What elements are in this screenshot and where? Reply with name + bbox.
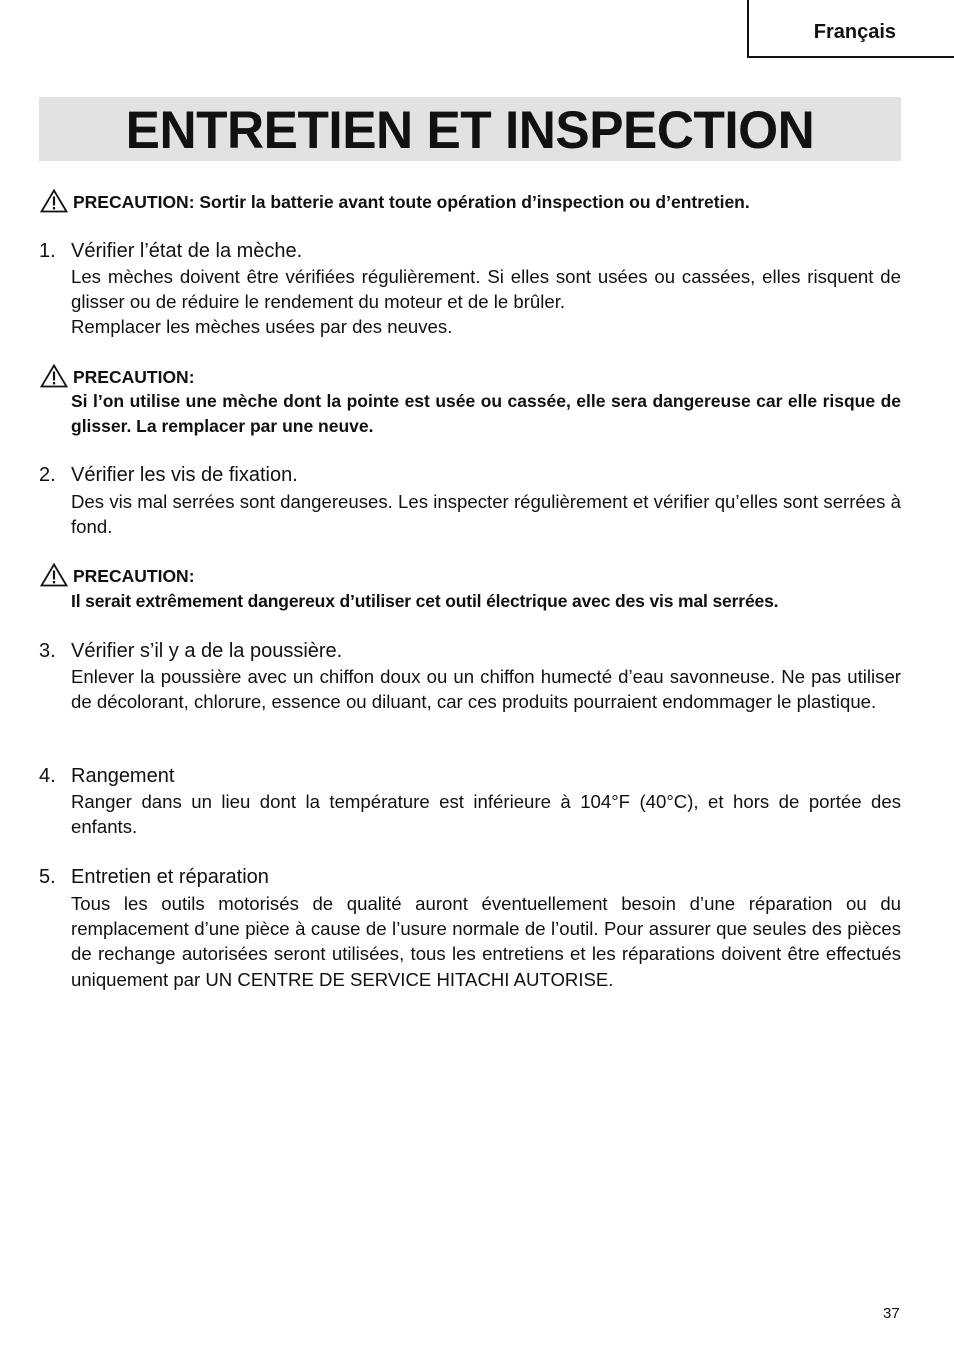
item-4-title-text: Rangement <box>71 765 175 787</box>
item-5-number: 5. <box>39 866 56 888</box>
item-1-title <box>39 240 302 263</box>
warning-top-text: PRECAUTION: Sortir la batterie avant toute opération d’inspection ou d’entretien. <box>73 192 750 212</box>
item-5-paragraph: Tous les outils motorisés de qualité auront éventuellement besoin d’une réparation ou du remplacement d’une pièce à cause de l’usure normale de l’outil. Pour assurer que seules des pièces de rechange autorisées seront utilisées, tous les entretiens et les réparations doivent être effectués uniquement par UN CENTRE DE SERVICE HITACHI AUTORISE. <box>71 893 901 990</box>
item-4-body <box>71 789 901 839</box>
item-1-number: 1. <box>39 240 56 262</box>
item-2-paragraph: Des vis mal serrées sont dangereuses. Les inspecter régulièrement et vérifier qu’elles sont serrées à fond. <box>71 491 901 538</box>
page-title: ENTRETIEN ET INSPECTION <box>125 101 815 160</box>
language-tab <box>747 0 954 58</box>
item-5-body <box>71 891 901 992</box>
item-2-title-text: Vérifier les vis de fixation. <box>71 464 298 486</box>
item-2-number: 2. <box>39 464 56 486</box>
page-number: 37 <box>883 1305 900 1322</box>
item-1-body <box>71 264 901 340</box>
warning-1-heading: PRECAUTION: <box>73 367 195 387</box>
warning-2-heading: PRECAUTION: <box>73 566 195 586</box>
item-4-title <box>39 765 174 788</box>
warning-triangle-icon <box>40 563 68 587</box>
warning-triangle-icon <box>40 189 68 213</box>
warning-triangle-icon <box>40 364 68 388</box>
item-3-body <box>71 664 901 714</box>
item-2-title <box>39 464 298 487</box>
item-3-title-text: Vérifier s’il y a de la poussière. <box>71 640 343 662</box>
item-1-paragraph: Remplacer les mèches usées par des neuves. <box>71 316 453 338</box>
item-3-title <box>39 640 342 663</box>
title-bar <box>39 97 901 161</box>
item-5-title-text: Entretien et réparation <box>71 866 269 888</box>
warning-1-text: Si l’on utilise une mèche dont la pointe est usée ou cassée, elle sera dangereuse car elle risque de glisser. La remplacer par une neuve. <box>71 391 901 436</box>
warning-2-text: Il serait extrêmement dangereux d’utiliser cet outil électrique avec des vis mal serrées. <box>71 591 779 611</box>
item-3-number: 3. <box>39 640 56 662</box>
language-label: Français <box>813 21 896 43</box>
item-1-title-text: Vérifier l’état de la mèche. <box>71 240 303 262</box>
item-5-title <box>39 866 269 889</box>
item-2-body <box>71 489 901 539</box>
item-3-paragraph: Enlever la poussière avec un chiffon doux ou un chiffon humecté d’eau savonneuse. Ne pas utiliser de décolorant, chlorure, essence ou diluant, car ces produits pourraient endommager le plastique. <box>71 666 901 713</box>
item-4-paragraph: Ranger dans un lieu dont la température est inférieure à 104°F (40°C), et hors de portée des enfants. <box>71 791 901 838</box>
item-1-paragraph: Les mèches doivent être vérifiées régulièrement. Si elles sont usées ou cassées, elles risquent de glisser ou de réduire le rendement du moteur et de le brûler. <box>71 266 901 313</box>
item-4-number: 4. <box>39 765 56 787</box>
